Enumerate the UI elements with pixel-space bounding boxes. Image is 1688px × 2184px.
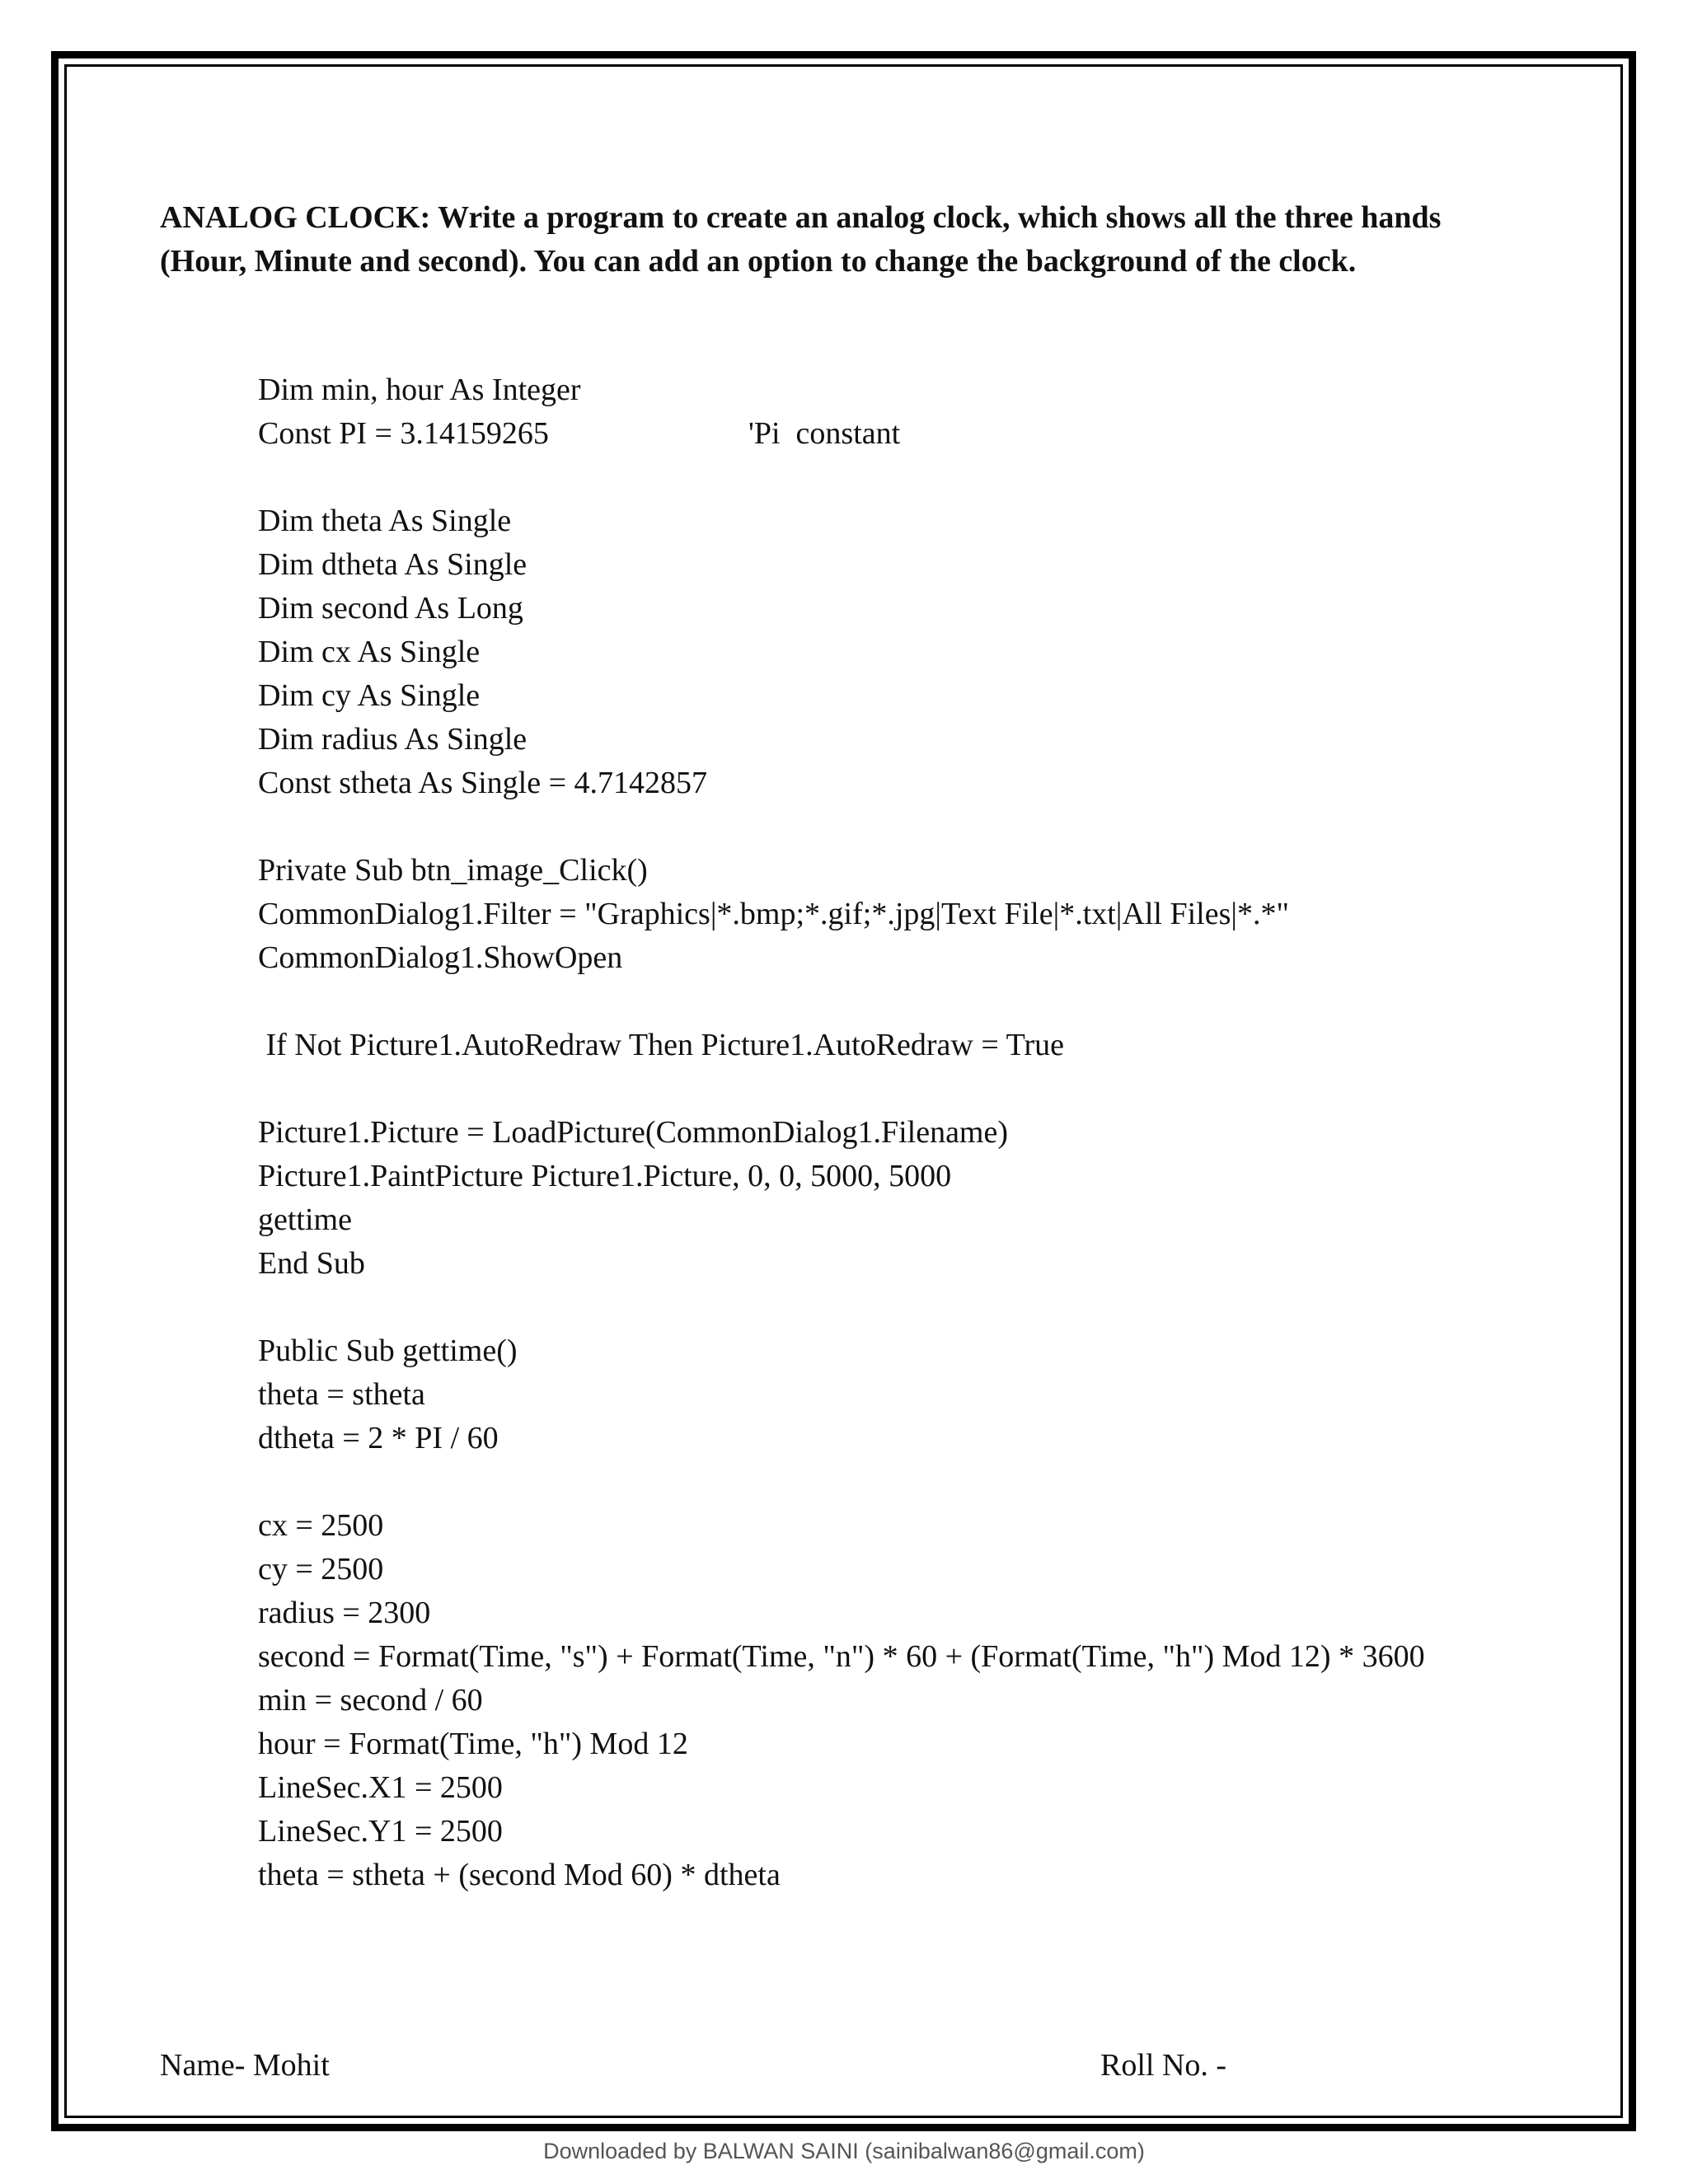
code-line [258,849,1445,893]
code-text: min = second / 60 [258,1683,483,1718]
code-line [258,936,1445,980]
code-line [258,499,1445,543]
code-line [258,1854,1445,1897]
code-text: LineSec.Y1 = 2500 [258,1814,503,1849]
code-text: dtheta = 2 * PI / 60 [258,1421,499,1455]
code-line [258,1024,1445,1067]
code-text: radius = 2300 [258,1596,431,1630]
code-line [258,1810,1445,1854]
code-text: Dim radius As Single [258,722,528,757]
code-line [258,412,1445,456]
code-blank-line [258,805,1445,849]
code-line [258,368,1445,412]
code-text: CommonDialog1.ShowOpen [258,940,623,975]
code-line [258,1722,1445,1766]
download-note: Downloaded by BALWAN SAINI (sainibalwan86@gmail.com) [543,2139,1145,2163]
code-text: hour = Format(Time, "h") Mod 12 [258,1727,688,1761]
code-text: Public Sub gettime() [258,1333,518,1368]
code-blank-line [258,1286,1445,1329]
code-line [258,1548,1445,1591]
code-line [258,1504,1445,1548]
code-listing [258,368,1445,1897]
code-text: Const stheta As Single = 4.7142857 [258,766,708,800]
code-text: gettime [258,1202,352,1237]
code-line [258,674,1445,718]
code-text: Private Sub btn_image_Click() [258,853,648,888]
code-line [258,718,1445,762]
code-text: theta = stheta [258,1377,425,1412]
code-line [258,543,1445,587]
code-text: Dim min, hour As Integer [258,373,581,407]
code-text: Dim second As Long [258,591,523,626]
code-comment: 'Pi constant [748,416,901,451]
code-text: cy = 2500 [258,1552,384,1586]
code-line [258,893,1445,936]
code-line [258,1679,1445,1722]
code-line [258,1111,1445,1155]
code-blank-line [258,1067,1445,1111]
code-line [258,1591,1445,1635]
code-line [258,1373,1445,1417]
code-text: Dim cx As Single [258,635,481,669]
code-blank-line [258,980,1445,1024]
code-text: End Sub [258,1246,365,1281]
problem-heading: ANALOG CLOCK: Write a program to create an analog clock, which shows all the three hands (Hour, Minute and second). You can add an option to change the background of the clock. [160,200,1442,279]
code-line [258,1766,1445,1810]
code-text: If Not Picture1.AutoRedraw Then Picture1.AutoRedraw = True [258,1028,1064,1062]
code-blank-line [258,456,1445,499]
code-text: Const PI = 3.14159265 [258,416,549,451]
code-line [258,1329,1445,1373]
code-text: second = Format(Time, "s") + Format(Time, "n") * 60 + (Format(Time, "h") Mod 12) * 3600 [258,1639,1425,1674]
code-text: cx = 2500 [258,1508,384,1543]
code-line [258,630,1445,674]
code-text: Dim theta As Single [258,504,512,538]
code-text: Picture1.Picture = LoadPicture(CommonDialog1.Filename) [258,1115,1009,1150]
code-text: Dim cy As Single [258,678,481,713]
code-line [258,762,1445,805]
code-text: Picture1.PaintPicture Picture1.Picture, 0, 0, 5000, 5000 [258,1159,952,1193]
code-text: CommonDialog1.Filter = "Graphics|*.bmp;*.gif;*.jpg|Text File|*.txt|All Files|*.*" [258,897,1289,931]
footer-roll-number: Roll No. - [1100,2048,1227,2083]
code-line [258,1155,1445,1198]
code-blank-line [258,1460,1445,1504]
code-text: Dim dtheta As Single [258,547,528,582]
code-line [258,587,1445,630]
code-text: theta = stheta + (second Mod 60) * dtheta [258,1858,781,1892]
code-line [258,1198,1445,1242]
footer-name: Name- Mohit [160,2048,330,2083]
code-line [258,1635,1445,1679]
code-text: LineSec.X1 = 2500 [258,1770,503,1805]
code-line [258,1242,1445,1286]
code-line [258,1417,1445,1460]
